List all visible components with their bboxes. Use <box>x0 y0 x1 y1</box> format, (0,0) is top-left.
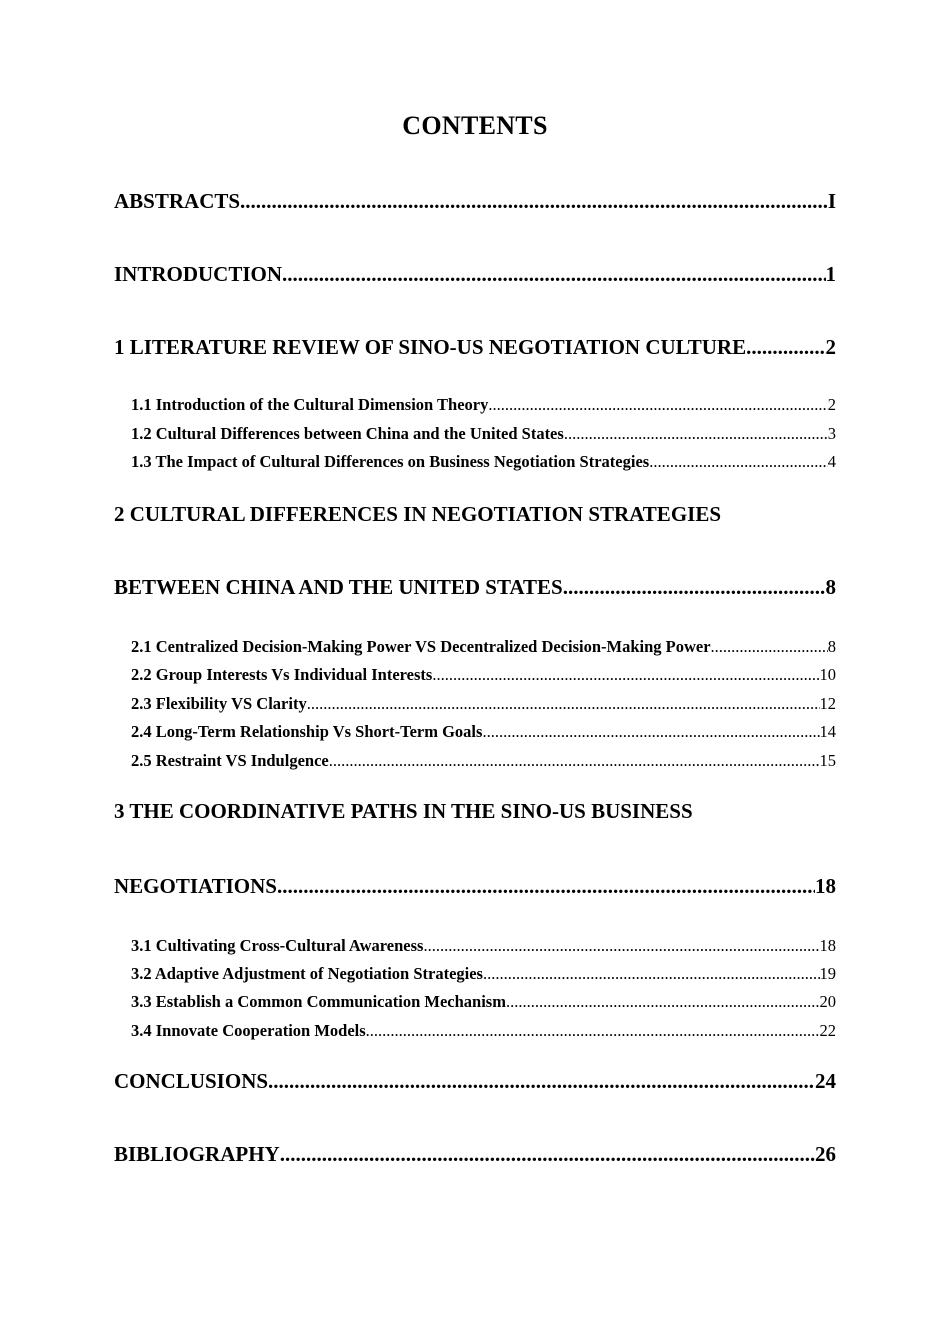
toc-page-number: 18 <box>815 874 836 898</box>
toc-page-number: 4 <box>827 452 836 471</box>
toc-entry-label: 1.3 The Impact of Cultural Differences on Business Negotiation Strategies <box>131 452 650 471</box>
leader-dots <box>282 260 825 288</box>
toc-entry-section-3-2[interactable] <box>131 963 836 985</box>
toc-page-number: 15 <box>819 751 836 770</box>
toc-page-number: 8 <box>825 575 836 599</box>
page-title: CONTENTS <box>402 111 548 140</box>
toc-entry-label: 3.3 Establish a Common Communication Mechanism <box>131 992 506 1011</box>
toc-entry-section-2-1[interactable] <box>131 636 836 658</box>
toc-entry-label: 1.1 Introduction of the Cultural Dimension Theory <box>131 395 489 414</box>
leader-dots <box>277 872 815 900</box>
toc-entry-label: BETWEEN CHINA AND THE UNITED STATES <box>114 575 563 599</box>
leader-dots <box>366 1020 820 1042</box>
toc-entry-abstracts[interactable] <box>114 187 836 215</box>
toc-page-number: 10 <box>819 665 836 684</box>
leader-dots <box>280 1140 815 1168</box>
toc-entry-chapter-2-line1[interactable]: 2 CULTURAL DIFFERENCES IN NEGOTIATION STRATEGIES <box>114 502 722 526</box>
leader-dots <box>563 573 826 601</box>
toc-page-number: 18 <box>819 936 836 955</box>
toc-entry-chapter-2[interactable] <box>114 573 836 601</box>
toc-entry-chapter-1[interactable] <box>114 333 836 361</box>
toc-entry-label: 2.1 Centralized Decision-Making Power VS Decentralized Decision-Making Power <box>131 637 711 656</box>
leader-dots <box>268 1067 815 1095</box>
leader-dots <box>746 333 825 361</box>
toc-page-number: 3 <box>827 424 836 443</box>
toc-page-number: 2 <box>827 395 836 414</box>
toc-page-number: 2 <box>825 335 836 359</box>
toc-page-number: 12 <box>819 694 836 713</box>
toc-page-number: 24 <box>815 1069 836 1093</box>
toc-entry-section-2-3[interactable] <box>131 693 836 715</box>
leader-dots <box>423 935 819 957</box>
toc-entry-label: 1.2 Cultural Differences between China and the United States <box>131 424 564 443</box>
toc-entry-introduction[interactable] <box>114 260 836 288</box>
leader-dots <box>649 451 828 473</box>
toc-entry-chapter-3-line1[interactable]: 3 THE COORDINATIVE PATHS IN THE SINO-US BUSINESS <box>114 799 693 823</box>
toc-entry-label: 2.3 Flexibility VS Clarity <box>131 694 307 713</box>
toc-entry-label: 2.4 Long-Term Relationship Vs Short-Term Goals <box>131 722 483 741</box>
toc-page-number: 14 <box>819 722 836 741</box>
toc-entry-section-1-3[interactable] <box>131 451 836 473</box>
toc-entry-label: BIBLIOGRAPHY <box>114 1142 280 1166</box>
toc-entry-label: CONCLUSIONS <box>114 1069 269 1093</box>
toc-entry-label: 2.5 Restraint VS Indulgence <box>131 751 329 770</box>
leader-dots <box>483 963 820 985</box>
toc-entry-label: 3.2 Adaptive Adjustment of Negotiation Strategies <box>131 964 483 983</box>
leader-dots <box>307 693 820 715</box>
toc-entry-section-3-3[interactable] <box>131 991 836 1013</box>
toc-entry-section-2-4[interactable] <box>131 721 836 743</box>
toc-entry-section-2-5[interactable] <box>131 750 836 772</box>
toc-entry-label: INTRODUCTION <box>114 262 283 286</box>
leader-dots <box>240 187 828 215</box>
toc-entry-label: 3.1 Cultivating Cross-Cultural Awareness <box>131 936 424 955</box>
leader-dots <box>488 394 827 416</box>
toc-entry-label: 3.4 Innovate Cooperation Models <box>131 1021 366 1040</box>
toc-entry-label: NEGOTIATIONS <box>114 874 277 898</box>
leader-dots <box>564 423 828 445</box>
leader-dots <box>482 721 819 743</box>
toc-entry-bibliography[interactable] <box>114 1140 836 1168</box>
leader-dots <box>432 664 819 686</box>
toc-entry-label: 1 LITERATURE REVIEW OF SINO-US NEGOTIATION CULTURE <box>114 335 747 359</box>
leader-dots <box>506 991 820 1013</box>
toc-entry-conclusions[interactable] <box>114 1067 836 1095</box>
toc-page-number: 20 <box>819 992 836 1011</box>
toc-entry-section-1-1[interactable] <box>131 394 836 416</box>
toc-page-number: 1 <box>825 262 836 286</box>
toc-entry-chapter-3[interactable] <box>114 872 836 900</box>
toc-entry-label: 2.2 Group Interests Vs Individual Interests <box>131 665 433 684</box>
toc-page-number: 19 <box>819 964 836 983</box>
toc-page-number: 22 <box>819 1021 836 1040</box>
toc-entry-section-3-1[interactable] <box>131 935 836 957</box>
toc-entry-section-2-2[interactable] <box>131 664 836 686</box>
toc-entry-section-3-4[interactable] <box>131 1020 836 1042</box>
toc-page-number: I <box>827 189 836 213</box>
toc-page-number: 8 <box>827 637 836 656</box>
leader-dots <box>711 636 828 658</box>
toc-entry-label: ABSTRACTS <box>114 189 241 213</box>
leader-dots <box>329 750 820 772</box>
toc-entry-section-1-2[interactable] <box>131 423 836 445</box>
toc-page-number: 26 <box>815 1142 836 1166</box>
